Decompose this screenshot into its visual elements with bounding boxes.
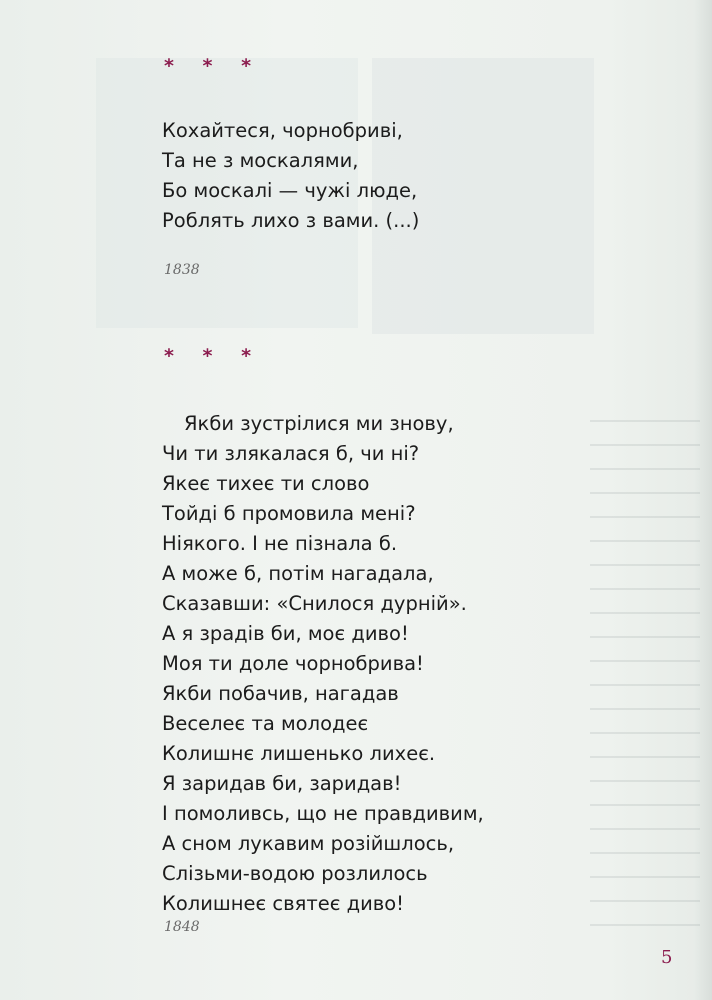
poem2-line: А я зрадів би, моє диво! [162, 622, 409, 645]
poem2-line: А може б, потім нагадала, [162, 562, 434, 585]
poem1-line: Роблять лихо з вами. (...) [162, 209, 420, 232]
poem2-line: Якби зустрілися ми знову, [184, 412, 454, 435]
poem2-line: Моя ти доле чорнобрива! [162, 652, 424, 675]
poem2-stanza [162, 409, 484, 919]
poem2-line: Якеє тихеє ти слово [162, 472, 370, 495]
bleed-through-text [590, 420, 700, 940]
poem2-line: І помоливсь, що не правдивим, [162, 802, 484, 825]
poem1-line: Кохайтеся, чорнобриві, [162, 119, 403, 142]
poem1-year: 1838 [164, 262, 200, 278]
poem2-line: А сном лукавим розійшлось, [162, 832, 455, 855]
page-edge-shadow [694, 0, 712, 1000]
poem2-line: Веселеє та молодеє [162, 712, 369, 735]
poem2-year: 1848 [164, 919, 200, 935]
poem2-line: Чи ти злякалася б, чи ні? [162, 442, 420, 465]
poem1-ornament: * * * [164, 55, 263, 77]
poem2-line: Тойді б промовила мені? [162, 502, 416, 525]
page-number: 5 [661, 947, 673, 968]
poem1-line: Та не з москалями, [162, 149, 359, 172]
poem1-stanza [162, 116, 419, 236]
poem2-line: Колишнеє святеє диво! [162, 892, 404, 915]
poem2-line: Слізьми-водою розлилось [162, 862, 428, 885]
poem2-line: Я заридав би, заридав! [162, 772, 402, 795]
poem2-line: Колишнє лишенько лихеє. [162, 742, 436, 765]
poem2-line: Якби побачив, нагадав [162, 682, 399, 705]
poem2-line: Сказавши: «Снилося дурній». [162, 592, 467, 615]
poem2-line: Ніякого. І не пізнала б. [162, 532, 398, 555]
poem2-ornament: * * * [164, 345, 263, 367]
poem1-line: Бо москалі — чужі люде, [162, 179, 418, 202]
